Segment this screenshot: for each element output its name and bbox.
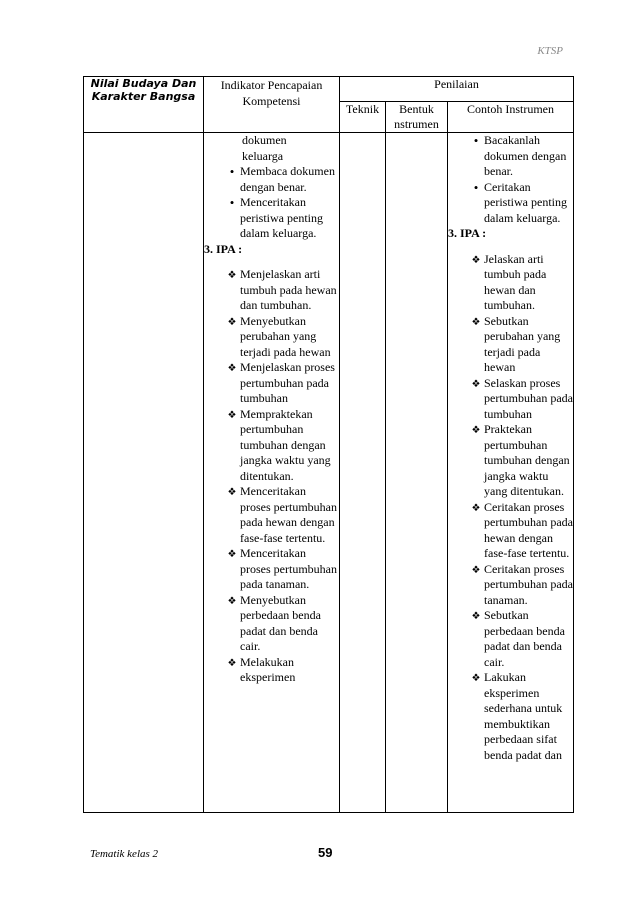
list-item: • Menceritakan peristiwa penting dalam keluarga. [224, 195, 339, 242]
list-item: • Membaca dokumen dengan benar. [224, 164, 339, 195]
list-item: ❖ Menjelaskan arti tumbuh pada hewan dan tumbuhan. [224, 267, 339, 314]
list-item: ❖ Selaskan proses pertumbuhan pada tumbuhan [468, 376, 573, 423]
list-item: ❖ Menceritakan proses pertumbuhan pada hewan dengan fase-fase tertentu. [224, 484, 339, 546]
bentuk-cell [386, 133, 448, 813]
diamond-bullet-icon [224, 546, 240, 593]
bullet-icon [224, 164, 240, 195]
header-penilaian: Penilaian [340, 77, 574, 102]
list-item: ❖ Sebutkan perubahan yang terjadi pada hewan [468, 314, 573, 376]
list-item: • Ceritakan peristiwa penting dalam keluarga. [468, 180, 573, 227]
page-number: 59 [318, 845, 333, 860]
header-nilai: Nilai Budaya Dan Karakter Bangsa [84, 77, 204, 133]
section-heading: 3. IPA : [204, 241, 243, 256]
teknik-cell [340, 133, 386, 813]
list-item: ❖ Sebutkan perbedaan benda padat dan benda cair. [468, 608, 573, 670]
contoh-cell [448, 133, 574, 813]
list-item: • Bacakanlah dokumen dengan benar. [468, 133, 573, 180]
diamond-bullet-icon [224, 360, 240, 407]
header-tag: KTSP [537, 45, 563, 57]
diamond-bullet-icon [468, 376, 484, 423]
diamond-bullet-icon [468, 500, 484, 562]
diamond-bullet-icon [468, 252, 484, 314]
diamond-bullet-icon [468, 314, 484, 376]
diamond-bullet-icon [224, 267, 240, 314]
diamond-bullet-icon [224, 484, 240, 546]
diamond-bullet-icon [468, 670, 484, 763]
diamond-bullet-icon [224, 655, 240, 686]
list-item: ❖ Menjelaskan proses pertumbuhan pada tumbuhan [224, 360, 339, 407]
nilai-cell [84, 133, 204, 813]
diamond-bullet-icon [468, 562, 484, 609]
list-item: ❖ Menyebutkan perbedaan benda padat dan benda cair. [224, 593, 339, 655]
list-item: ❖ Ceritakan proses pertumbuhan pada hewan dengan fase-fase tertentu. [468, 500, 573, 562]
indikator-cell [204, 133, 340, 813]
list-item: ❖ Jelaskan arti tumbuh pada hewan dan tumbuhan. [468, 252, 573, 314]
continued-text: dokumen [242, 133, 287, 147]
header-contoh: Contoh Instrumen [448, 102, 574, 133]
bullet-icon [468, 180, 484, 227]
diamond-bullet-icon [224, 593, 240, 655]
list-item: ❖ Menyebutkan perubahan yang terjadi pada hewan [224, 314, 339, 361]
assessment-table [83, 76, 574, 813]
header-bentuk: Bentuk nstrumen [386, 102, 448, 133]
header-teknik: Teknik [340, 102, 386, 133]
footer-title: Tematik kelas 2 [90, 848, 159, 860]
header-indikator: Indikator Pencapaian Kompetensi [204, 77, 340, 133]
list-item: ❖ Melakukan eksperimen [224, 655, 339, 686]
continued-text: keluarga [242, 148, 284, 163]
bullet-icon [224, 195, 240, 242]
diamond-bullet-icon [468, 608, 484, 670]
diamond-bullet-icon [468, 422, 484, 500]
diamond-bullet-icon [224, 314, 240, 361]
diamond-bullet-icon [224, 407, 240, 485]
list-item: ❖ Praktekan pertumbuhan tumbuhan dengan jangka waktu yang ditentukan. [468, 422, 573, 500]
bullet-icon [468, 133, 484, 180]
list-item: ❖ Menceritakan proses pertumbuhan pada tanaman. [224, 546, 339, 593]
list-item: ❖ Lakukan eksperimen sederhana untuk membuktikan perbedaan sifat benda padat dan [468, 670, 573, 763]
section-heading: 3. IPA : [448, 226, 487, 240]
list-item: ❖ Mempraktekan pertumbuhan tumbuhan dengan jangka waktu yang ditentukan. [224, 407, 339, 485]
list-item: ❖ Ceritakan proses pertumbuhan pada tanaman. [468, 562, 573, 609]
